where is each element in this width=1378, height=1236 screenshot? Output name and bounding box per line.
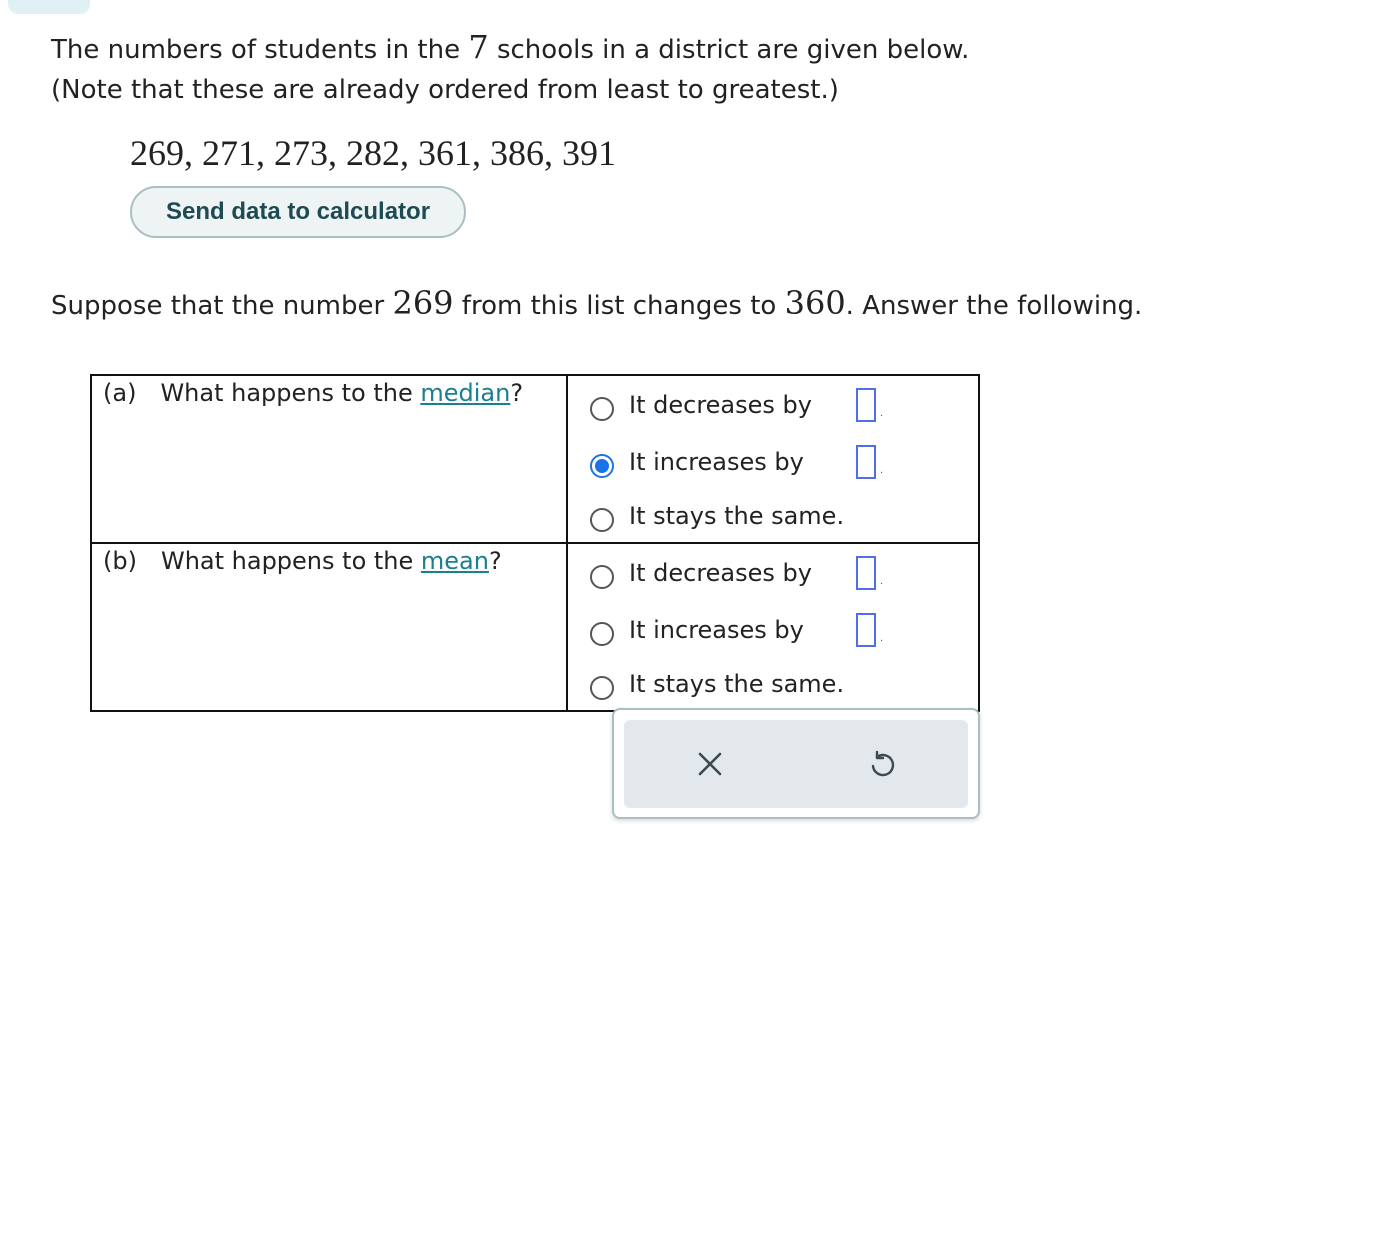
option-a-increases[interactable]: It increases by . <box>568 445 978 502</box>
question-a: (a) What happens to the median? <box>91 375 567 543</box>
radio-b-same[interactable] <box>590 676 614 700</box>
radio-a-decreases[interactable] <box>590 397 614 421</box>
mean-link[interactable]: mean <box>420 547 489 575</box>
data-list: 269, 271, 273, 282, 361, 386, 391 <box>130 133 616 173</box>
input-a-decreases[interactable] <box>856 388 876 422</box>
intro-line-1: The numbers of students in the 7 schools in a district are given below. <box>51 28 970 66</box>
input-b-increases[interactable] <box>856 613 876 647</box>
intro-line-2: (Note that these are already ordered from least to greatest.) <box>51 75 839 105</box>
question-row-b <box>91 543 979 711</box>
send-data-button[interactable]: Send data to calculator <box>130 186 466 238</box>
option-b-same[interactable]: It stays the same. <box>568 670 978 710</box>
input-b-decreases[interactable] <box>856 556 876 590</box>
intro-text <box>51 27 969 110</box>
question-row-a <box>91 375 979 543</box>
option-b-increases[interactable]: It increases by . <box>568 613 978 670</box>
answer-options-a <box>567 375 979 543</box>
old-value: 269 <box>392 284 454 322</box>
option-a-decreases[interactable]: It decreases by . <box>568 388 978 445</box>
undo-icon <box>868 750 896 778</box>
input-a-increases[interactable] <box>856 445 876 479</box>
radio-b-increases[interactable] <box>590 622 614 646</box>
answer-options-b <box>567 543 979 711</box>
option-a-same[interactable]: It stays the same. <box>568 502 978 542</box>
question-table <box>90 374 980 712</box>
close-icon <box>697 751 723 777</box>
answer-toolbar <box>612 708 980 819</box>
undo-button[interactable] <box>832 720 932 808</box>
question-label: (a) <box>103 379 137 407</box>
question-label: (b) <box>103 547 137 575</box>
clear-button[interactable] <box>660 720 760 808</box>
school-count: 7 <box>468 28 489 66</box>
top-tab-stub <box>8 0 90 14</box>
option-b-decreases[interactable]: It decreases by . <box>568 556 978 613</box>
radio-b-decreases[interactable] <box>590 565 614 589</box>
radio-a-same[interactable] <box>590 508 614 532</box>
suppose-text: Suppose that the number 269 from this list changes to 360. Answer the following. <box>51 284 1143 322</box>
question-b: (b) What happens to the mean? <box>91 543 567 711</box>
radio-a-increases[interactable] <box>590 454 614 478</box>
toolbar-inner <box>624 720 968 808</box>
new-value: 360 <box>784 284 846 322</box>
median-link[interactable]: median <box>420 379 511 407</box>
